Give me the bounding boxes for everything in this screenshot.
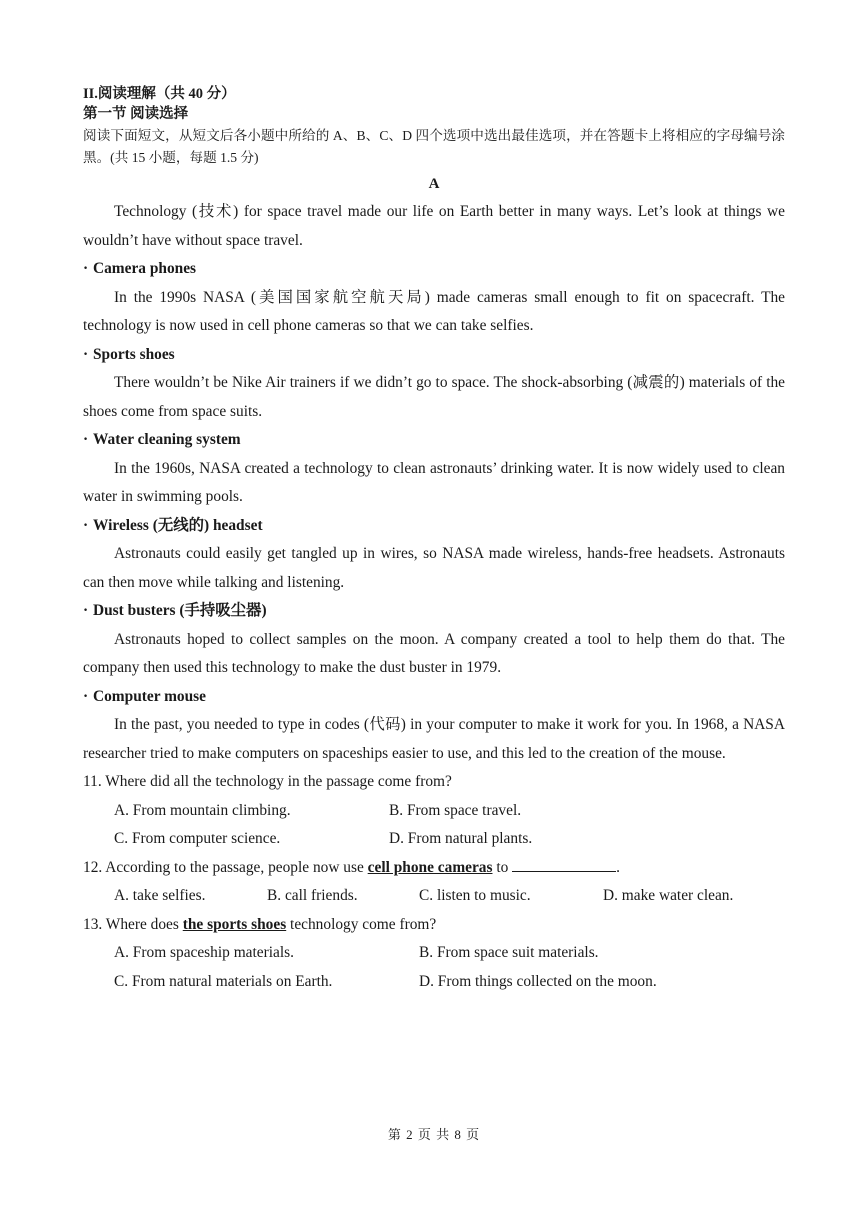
item-text: Astronauts could easily get tangled up in wires, so NASA made wireless, hands-free headsets. Astronauts can then move while talking and listening.: [83, 545, 785, 591]
bullet: ·: [83, 602, 89, 619]
option-d[interactable]: D. From natural plants.: [389, 830, 533, 847]
bullet: ·: [83, 516, 89, 534]
question-12-stem: [83, 854, 785, 883]
item-heading: [83, 341, 785, 370]
item-heading: [83, 255, 785, 284]
question-13-options-row-1: [83, 939, 785, 968]
answer-blank: [512, 856, 616, 872]
item-heading-text: Computer mouse: [93, 687, 207, 705]
question-11-stem: 11. Where did all the technology in the passage come from?: [83, 773, 452, 790]
question-11-options-row-2: [83, 825, 785, 854]
question-12-keyword: cell phone cameras: [367, 858, 493, 876]
bullet: ·: [83, 431, 89, 448]
exam-page: [83, 84, 785, 996]
question-13-stem-text: 13. Where does: [83, 915, 183, 933]
item-text: Astronauts hoped to collect samples on the moon. A company created a tool to help them do that. The company then used this technology to make the dust buster in 1979.: [83, 630, 785, 676]
item-heading: [83, 512, 785, 541]
item-heading-text: Camera phones: [93, 260, 197, 277]
option-c[interactable]: C. From computer science.: [114, 830, 281, 847]
item-heading: [83, 597, 785, 626]
option-d[interactable]: D. make water clean.: [603, 887, 734, 904]
page-footer: 第 2 页 共 8 页: [387, 1127, 481, 1142]
question-13-options-row-2: [83, 968, 785, 997]
section-subtitle: 第一节 阅读选择: [83, 106, 189, 122]
passage-intro: Technology (技术) for space travel made our life on Earth better in many ways. Let’s look at things we wouldn’t have without space travel.: [83, 203, 785, 249]
item-heading-text: Dust busters (手持吸尘器): [93, 602, 267, 619]
item-text: In the past, you needed to type in codes (代码) in your computer to make it work for you. In 1968, a NASA researcher tried to make computers on spaceships easier to use, and this led to the creation of the mouse.: [83, 716, 785, 762]
bullet: ·: [83, 260, 89, 277]
bullet: ·: [83, 345, 89, 363]
item-heading-text: Sports shoes: [93, 345, 175, 363]
item-heading-text: Wireless (无线的) headset: [93, 516, 263, 534]
option-a[interactable]: A. From spaceship materials.: [114, 944, 294, 961]
item-text: In the 1960s, NASA created a technology to clean astronauts’ drinking water. It is now widely used to clean water in swimming pools.: [83, 459, 785, 505]
option-b[interactable]: B. From space suit materials.: [419, 944, 599, 961]
question-12-stem-after: to: [492, 858, 509, 876]
question-13-stem-after: technology come from?: [286, 915, 437, 933]
option-c[interactable]: C. listen to music.: [419, 887, 531, 904]
section-instructions: 阅读下面短文，从短文后各小题中所给的 A、B、C、D 四个选项中选出最佳选项，并在答题卡上将相应的字母编号涂黑。(共 15 小题，每题 1.5 分): [83, 128, 785, 165]
question-13-keyword: the sports shoes: [182, 915, 287, 933]
option-b[interactable]: B. call friends.: [267, 887, 358, 904]
section-title: II.阅读理解（共 40 分）: [83, 86, 236, 102]
passage-label: A: [428, 176, 440, 192]
question-12-stem-end: .: [616, 858, 621, 876]
question-12-options-row: [83, 882, 785, 911]
bullet: ·: [83, 687, 89, 705]
option-c[interactable]: C. From natural materials on Earth.: [114, 972, 333, 990]
option-b[interactable]: B. From space travel.: [389, 801, 522, 819]
option-a[interactable]: A. From mountain climbing.: [114, 801, 291, 819]
option-d[interactable]: D. From things collected on the moon.: [419, 972, 657, 990]
item-text: In the 1990s NASA (美国国家航空航天局) made cameras small enough to fit on spacecraft. The technology is now used in cell phone cameras so that we can take selfies.: [83, 288, 785, 334]
question-13-stem: [83, 911, 785, 940]
option-a[interactable]: A. take selfies.: [114, 887, 206, 904]
item-heading: [83, 426, 785, 455]
item-heading-text: Water cleaning system: [93, 431, 241, 448]
item-text: There wouldn’t be Nike Air trainers if we didn’t go to space. The shock-absorbing (减震的) materials of the shoes come from space suits.: [83, 374, 785, 420]
question-12-stem-text: 12. According to the passage, people now use: [83, 858, 368, 876]
question-11-options-row-1: [83, 797, 785, 826]
item-heading: [83, 683, 785, 712]
